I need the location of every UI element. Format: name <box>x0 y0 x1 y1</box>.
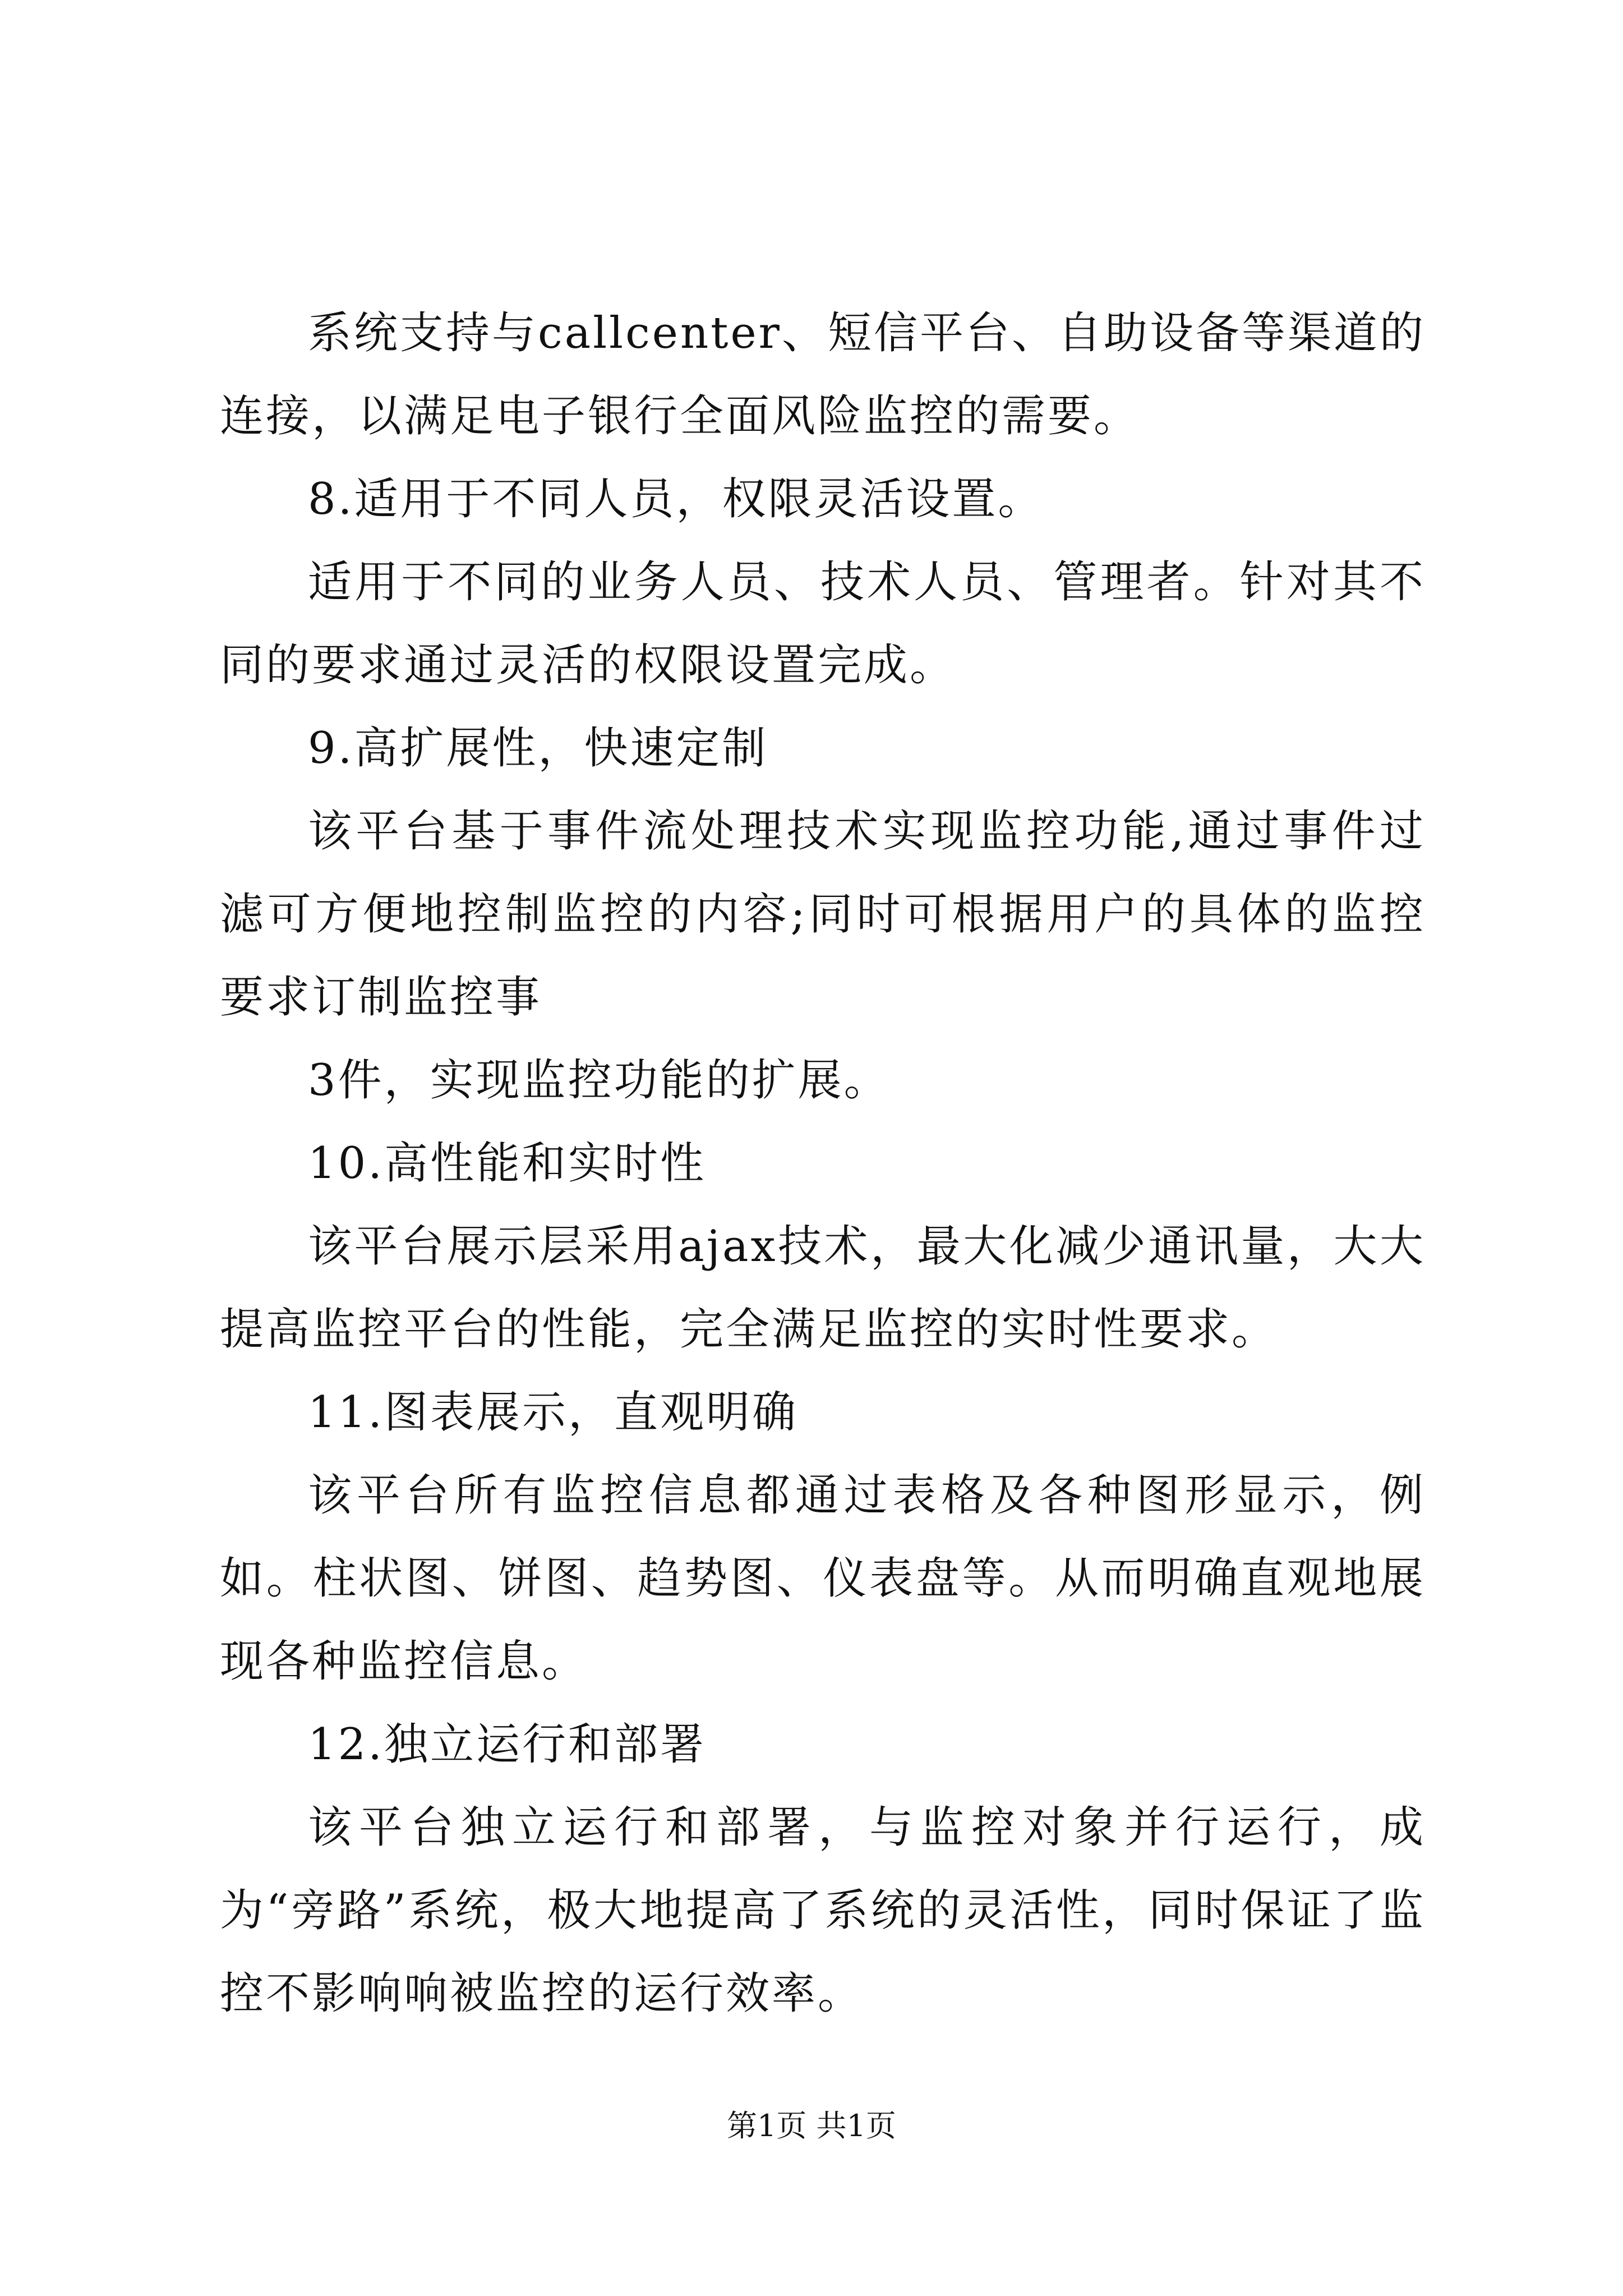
paragraph-channels: 系统支持与callcenter、短信平台、自助设备等渠道的连接，以满足电子银行全面风险监控的需要。 <box>220 308 1426 441</box>
heading-item-8: 8.适用于不同人员，权限灵活设置。 <box>308 474 1044 524</box>
heading-item-9: 9.高扩展性，快速定制 <box>308 723 768 774</box>
heading-item-10: 10.高性能和实时性 <box>308 1138 707 1189</box>
paragraph-charts: 该平台所有监控信息都通过表格及各种图形显示，例如。柱状图、饼图、趋势图、仪表盘等。从而明确直观地展现各种监控信息。 <box>220 1470 1426 1687</box>
paragraph-permissions: 适用于不同的业务人员、技术人员、管理者。针对其不同的要求通过灵活的权限设置完成。 <box>220 557 1426 691</box>
paragraph-event-continuation: 3件，实现监控功能的扩展。 <box>308 1055 890 1106</box>
document-body <box>220 292 1426 2035</box>
page-footer: 第1页 共1页 <box>727 2108 896 2143</box>
heading-item-11: 11.图表展示，直观明确 <box>308 1387 799 1438</box>
paragraph-event-stream: 该平台基于事件流处理技术实现监控功能,通过事件过滤可方便地控制监控的内容;同时可根据用户的具体的监控要求订制监控事 <box>220 806 1426 1023</box>
paragraph-ajax: 该平台展示层采用ajax技术，最大化减少通讯量，大大提高监控平台的性能，完全满足监控的实时性要求。 <box>220 1221 1426 1355</box>
paragraph-deployment: 该平台独立运行和部署，与监控对象并行运行，成为“旁路”系统，极大地提高了系统的灵活性，同时保证了监控不影响响被监控的运行效率。 <box>220 1802 1426 2019</box>
heading-item-12: 12.独立运行和部署 <box>308 1719 707 1770</box>
